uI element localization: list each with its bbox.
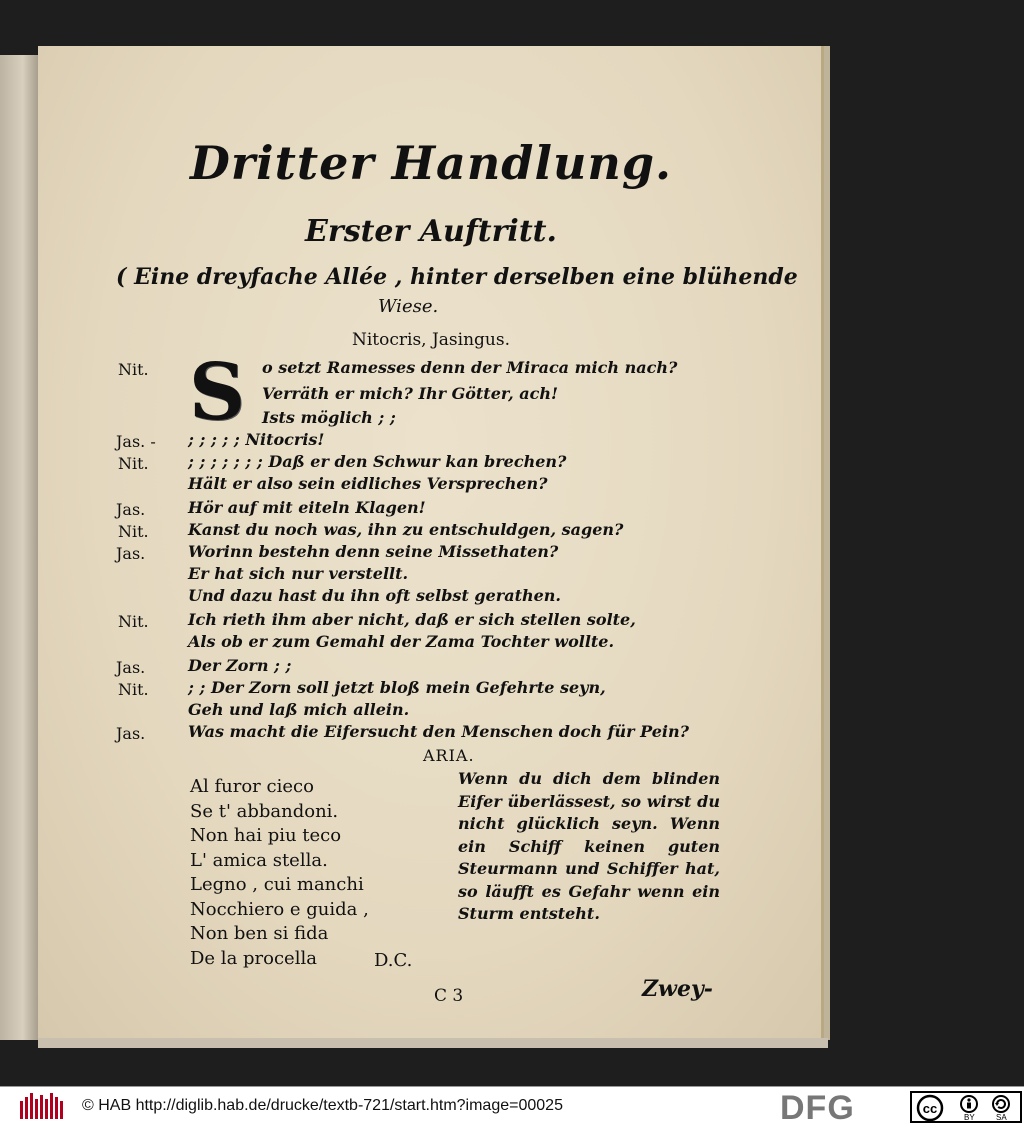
decorative-initial: S [188, 347, 246, 438]
dialogue-line: ; ; Der Zorn soll jetzt bloß mein Gefehrte seyn, [188, 678, 606, 697]
aria-italian-line: L' amica stella. [190, 849, 328, 871]
scene-title: Erster Auftritt. [305, 214, 557, 249]
cc-by-label: BY [964, 1113, 975, 1122]
dialogue-line: Worinn bestehn denn seine Missethaten? [188, 542, 559, 561]
dramatis-personae: Nitocris, Jasingus. [351, 330, 510, 350]
dialogue-line: Als ob er zum Gemahl der Zama Tochter wollte. [188, 632, 615, 651]
share-alike-icon [990, 1094, 1012, 1114]
previous-page-edge [0, 55, 38, 1040]
speaker-label: Jas. [116, 544, 146, 563]
cc-license-badge[interactable] [910, 1091, 1022, 1123]
dialogue-line: Ists möglich ; ; [262, 408, 396, 427]
dialogue-line: Hör auf mit eiteln Klagen! [188, 498, 426, 517]
dialogue-line: Und dazu hast du ihn oft selbst gerathen. [188, 586, 561, 605]
aria-italian-line: De la procella [190, 947, 317, 969]
aria-italian-line: Nocchiero e guida , [190, 898, 369, 920]
aria-italian-line: Non ben si fida [190, 923, 329, 944]
dialogue-line: Geh und laß mich allein. [188, 700, 410, 719]
viewer-footer [0, 1086, 1024, 1127]
speaker-label: Jas. [116, 724, 146, 743]
speaker-label: Jas. [116, 658, 146, 677]
aria-italian-line: Al furor cieco [190, 776, 314, 797]
signature-mark: C 3 [434, 986, 464, 1006]
copyright-link[interactable]: © HAB http://diglib.hab.de/drucke/textb-721/start.htm?image=00025 [82, 1097, 563, 1114]
speaker-label: Nit. [118, 360, 149, 379]
speaker-label: Jas. - [116, 432, 156, 451]
aria-german-translation: Wenn du dich dem blinden Eifer überlässest, so wirst du nicht glücklich seyn. Wenn ein Schiff keinen guten Steurmann und Schiffer hat, so läufft es Gefahr wenn ein Sturm entsteht. [458, 769, 720, 923]
speaker-label: Nit. [118, 522, 149, 541]
speaker-label: Nit. [118, 680, 149, 699]
act-title: Dritter Handlung. [189, 136, 673, 190]
dialogue-line: Ich rieth ihm aber nicht, daß er sich stellen solte, [188, 610, 636, 629]
aria-italian-line: Se t' abbandoni. [190, 800, 339, 822]
speaker-label: Nit. [118, 612, 149, 631]
cc-icon [914, 1094, 950, 1122]
dialogue-line: Kanst du noch was, ihn zu entschuldgen, sagen? [188, 520, 624, 539]
dialogue-line: ; ; ; ; ; ; ; Daß er den Schwur kan brechen? [188, 452, 567, 471]
page-edge [824, 46, 830, 1040]
aria-italian-line: Legno , cui manchi [190, 874, 364, 895]
svg-text:cc: cc [922, 1101, 938, 1116]
da-capo-mark: D.C. [374, 950, 413, 971]
aria-italian-line: Non hai piu teco [190, 825, 342, 846]
dfg-logo: DFG [780, 1089, 855, 1127]
catchword: Zwey- [642, 976, 713, 1002]
page-bottom-edge [38, 1038, 828, 1048]
aria-heading: ARIA. [423, 746, 475, 765]
dialogue-line: Verräth er mich? Ihr Götter, ach! [262, 384, 559, 403]
book-page [38, 46, 824, 1038]
scene-description-line-2: Wiese. [378, 296, 439, 317]
speaker-label: Jas. [116, 500, 146, 519]
attribution-icon [958, 1094, 980, 1114]
dialogue-line: Er hat sich nur verstellt. [188, 564, 409, 583]
speaker-label: Nit. [118, 454, 149, 473]
hab-logo-icon [18, 1091, 66, 1123]
dialogue-line: o setzt Ramesses denn der Miraca mich nach? [262, 358, 678, 377]
scene-description-line-1: ( Eine dreyfache Allée , hinter derselben eine blühende [116, 264, 798, 290]
dialogue-line: Der Zorn ; ; [188, 656, 292, 675]
dialogue-line: Hält er also sein eidliches Versprechen? [188, 474, 548, 493]
dialogue-line: ; ; ; ; ; Nitocris! [188, 430, 325, 449]
cc-sa-label: SA [996, 1113, 1007, 1122]
dialogue-line: Was macht die Eifersucht den Menschen doch für Pein? [188, 722, 689, 741]
